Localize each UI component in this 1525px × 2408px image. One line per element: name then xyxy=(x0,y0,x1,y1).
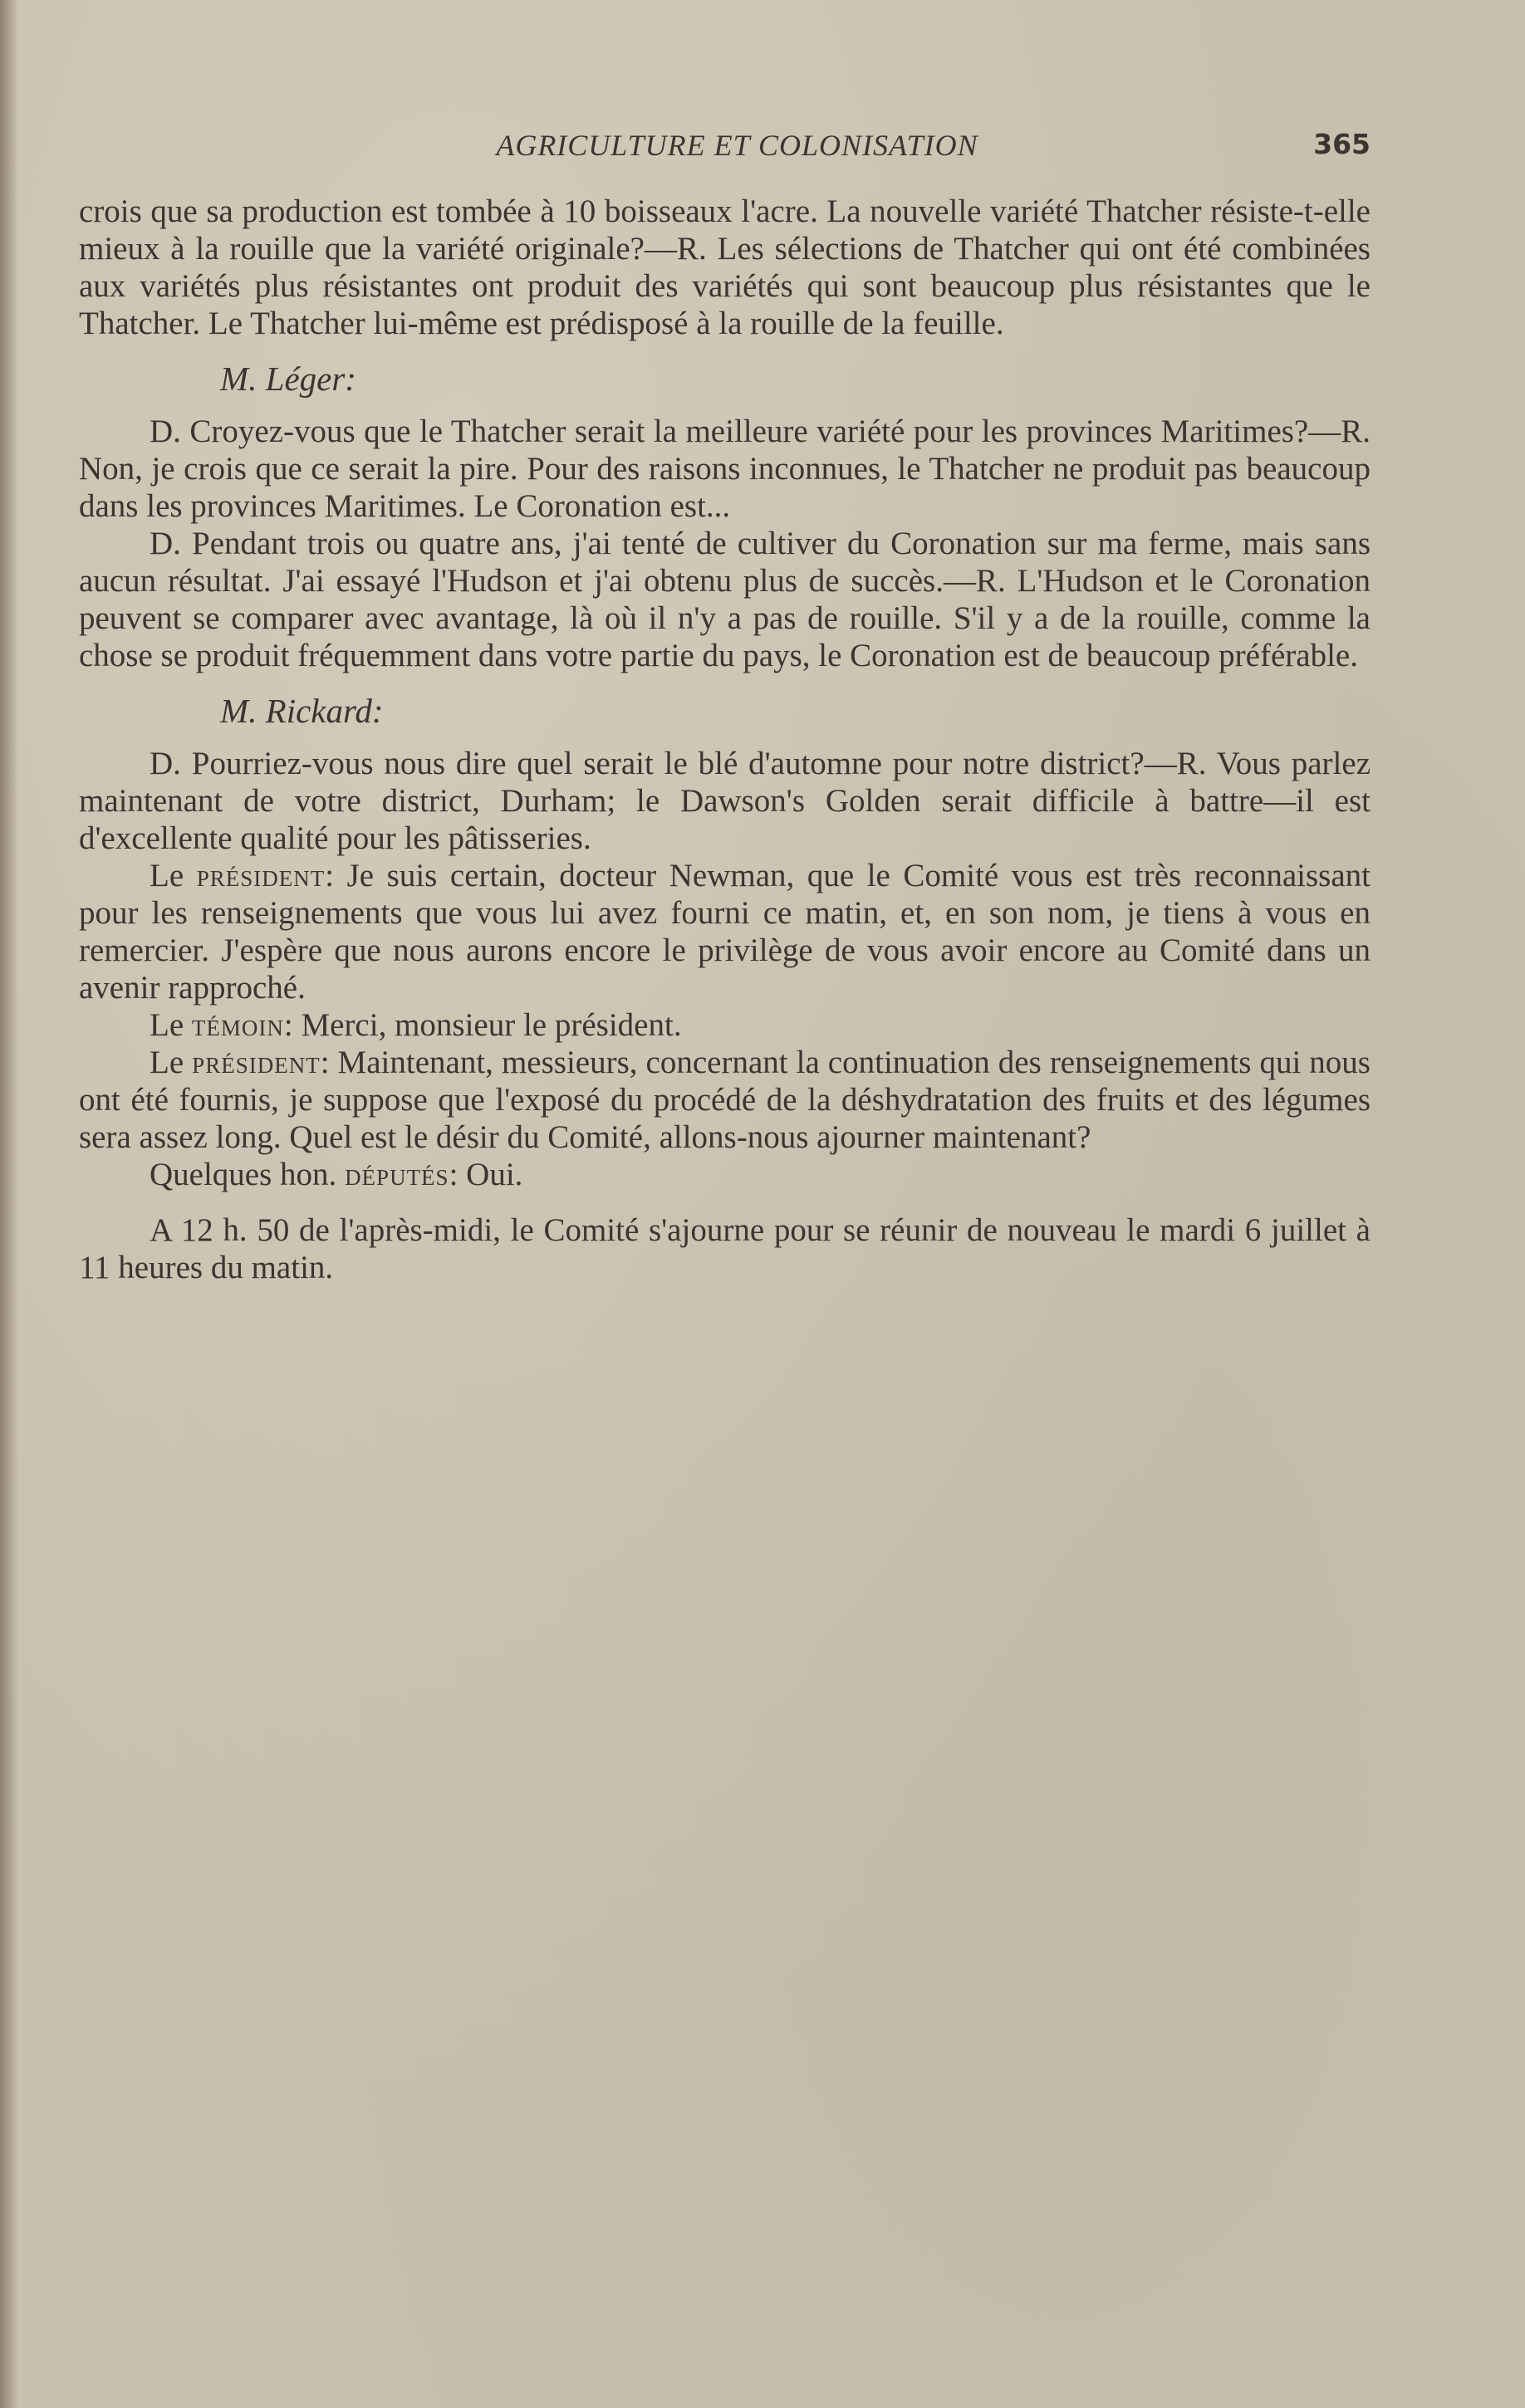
statement-text: : Maintenant, messieurs, concernant la continuation des renseignements qui nous ont été fournis, je suppose que l'exposé du procédé de la déshydratation des fruits et des légumes sera assez long. Quel est le désir du Comité, allons-nous ajourner maintenant? xyxy=(79,1045,1371,1155)
binding-edge xyxy=(0,0,18,2408)
statement-text: : Oui. xyxy=(449,1157,523,1192)
paragraph-question-maritimes: D. Croyez-vous que le Thatcher serait la meilleure variété pour les provinces Maritimes?—R. Non, je crois que ce serait la pire. Pour des raisons inconnues, le Thatcher ne produit pas beaucoup dans les provinces Maritimes. Le Coronation est... xyxy=(79,414,1371,524)
speaker-lead: Quelques hon. xyxy=(150,1157,337,1192)
paragraph-temoin xyxy=(79,1006,1371,1044)
paragraph-question-coronation: D. Pendant trois ou quatre ans, j'ai tenté de cultiver du Coronation sur ma ferme, mais sans aucun résultat. J'ai essayé l'Hudson et j'ai obtenu plus de succès.—R. L'Hudson et le Coronation peuvent se comparer avec avantage, là où il n'y a pas de rouille. S'il y a de la rouille, comme la chose se produit fréquemment dans votre partie du pays, le Coronation est de beaucoup préférable. xyxy=(79,526,1371,673)
running-title: AGRICULTURE ET COLONISATION xyxy=(496,129,978,162)
page-number: 365 xyxy=(1313,128,1371,160)
paragraph-deputes xyxy=(79,1156,1371,1193)
running-header xyxy=(79,125,1371,174)
document-page xyxy=(79,125,1371,1286)
speaker-lead: Le xyxy=(150,1045,184,1080)
statement-text: : Merci, monsieur le président. xyxy=(283,1007,682,1043)
statement-text: : Je suis certain, docteur Newman, que le Comité vous est très reconnaissant pour les renseignements que vous lui avez fourni ce matin, et, en son nom, je tiens à vous en remercier. J'espère que nous aurons encore le privilège de vous avoir encore au Comité dans un avenir rapproché. xyxy=(79,858,1371,1006)
paragraph-president-remerciement xyxy=(79,857,1371,1006)
speaker-role: président xyxy=(196,858,326,893)
speaker-lead: Le xyxy=(150,1007,184,1043)
speaker-role: témoin xyxy=(191,1007,284,1043)
paragraph-question-ble-automne: D. Pourriez-vous nous dire quel serait le blé d'automne pour notre district?—R. Vous parlez maintenant de votre district, Durham; le Dawson's Golden serait difficile à battre—il est d'excellente qualité pour les pâtisseries. xyxy=(79,746,1371,856)
paragraph-president-ajournement xyxy=(79,1044,1371,1156)
speaker-heading-rickard: M. Rickard: xyxy=(220,692,384,730)
paragraph-adjournment-note: A 12 h. 50 de l'après-midi, le Comité s'ajourne pour se réunir de nouveau le mardi 6 juillet à 11 heures du matin. xyxy=(79,1212,1371,1285)
speaker-heading-leger: M. Léger: xyxy=(220,360,356,398)
speaker-role: président xyxy=(192,1045,321,1080)
paragraph-continuation: crois que sa production est tombée à 10 boisseaux l'acre. La nouvelle variété Thatcher résiste-t-elle mieux à la rouille que la variété originale?—R. Les sélections de Thatcher qui ont été combinées aux variétés plus résistantes ont produit des variétés qui sont beaucoup plus résistantes que le Thatcher. Le Thatcher lui-même est prédisposé à la rouille de la feuille. xyxy=(79,193,1371,341)
speaker-lead: Le xyxy=(150,858,184,893)
speaker-role: députés xyxy=(345,1157,449,1192)
